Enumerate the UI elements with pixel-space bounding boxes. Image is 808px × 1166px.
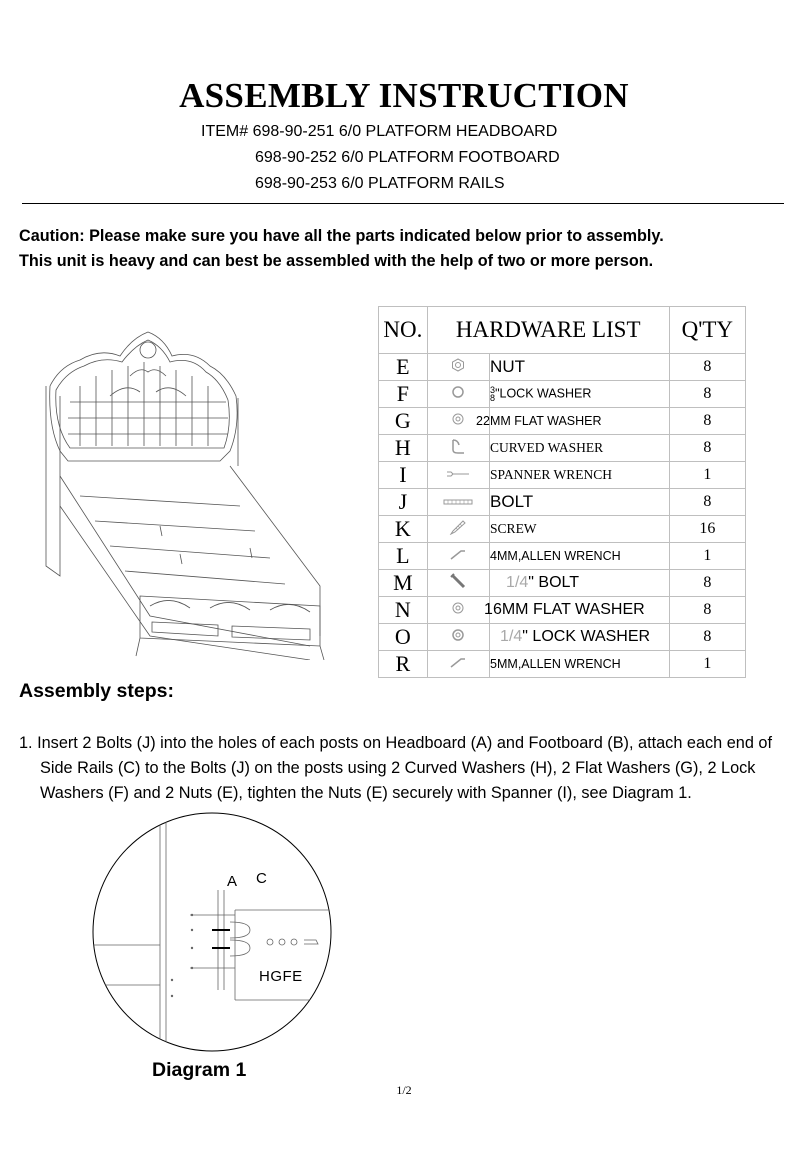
part-name: NUT	[490, 354, 670, 381]
item-line-headboard: ITEM# 698-90-251 6/0 PLATFORM HEADBOARD	[201, 123, 558, 140]
part-letter: N	[379, 597, 428, 624]
lock-washer-icon	[451, 628, 465, 642]
header-hardware-list: HARDWARE LIST	[427, 307, 669, 354]
table-row	[379, 462, 746, 489]
flat-washer-icon	[451, 601, 465, 615]
part-name: "LOCK WASHER	[495, 386, 592, 401]
part-name: " BOLT	[528, 574, 580, 591]
allen-wrench-icon	[449, 655, 467, 669]
bed-illustration	[40, 326, 330, 660]
diagram-1-detail-circle	[90, 810, 335, 1055]
part-letter: L	[379, 543, 428, 570]
part-qty: 8	[669, 408, 745, 435]
part-name: 5MM,ALLEN WRENCH	[490, 651, 670, 678]
hardware-table	[378, 306, 746, 676]
part-name: CURVED WASHER	[490, 435, 670, 462]
table-row	[379, 543, 746, 570]
diagram-1-label: Diagram 1	[152, 1059, 247, 1081]
allen-wrench-icon	[449, 547, 467, 561]
part-letter: K	[379, 516, 428, 543]
part-letter: J	[379, 489, 428, 516]
header-qty: Q'TY	[669, 307, 745, 354]
part-qty: 8	[669, 624, 745, 651]
curved-washer-icon	[449, 437, 467, 455]
table-row	[379, 408, 746, 435]
step-1-line-2: Side Rails (C) to the Bolts (J) on the posts using 2 Curved Washers (H), 2 Flat Washers (G), 2 Lock	[40, 759, 756, 777]
header-divider	[22, 203, 784, 204]
part-qty: 1	[669, 462, 745, 489]
part-letter: R	[379, 651, 428, 678]
flat-washer-icon	[451, 412, 465, 426]
bolt-icon	[443, 498, 473, 506]
step-1-text	[19, 731, 799, 806]
part-qty: 8	[669, 381, 745, 408]
part-letter: O	[379, 624, 428, 651]
part-name: 4MM,ALLEN WRENCH	[490, 543, 670, 570]
assembly-steps-heading: Assembly steps:	[19, 680, 174, 702]
item-line-rails: 698-90-253 6/0 PLATFORM RAILS	[255, 175, 505, 192]
page-title: ASSEMBLY INSTRUCTION	[179, 76, 629, 115]
callout-parts: HGFE	[259, 968, 303, 985]
nut-icon	[451, 358, 465, 372]
table-row	[379, 651, 746, 678]
part-name: SPANNER WRENCH	[490, 462, 670, 489]
part-qty: 8	[669, 435, 745, 462]
part-qty: 16	[669, 516, 745, 543]
fraction-label: 1/4	[500, 628, 523, 645]
part-name: SCREW	[490, 516, 670, 543]
fraction-denominator: 8	[490, 393, 496, 403]
part-qty: 8	[669, 489, 745, 516]
table-row	[379, 570, 746, 597]
part-qty: 1	[669, 543, 745, 570]
table-row	[379, 489, 746, 516]
part-letter: H	[379, 435, 428, 462]
table-row	[379, 516, 746, 543]
fraction-label: 1/4	[506, 574, 529, 591]
spanner-wrench-icon	[445, 469, 471, 479]
item-line-footboard: 698-90-252 6/0 PLATFORM FOOTBOARD	[255, 149, 560, 166]
table-row	[379, 381, 746, 408]
part-letter: G	[379, 408, 428, 435]
fraction-numerator: 3	[490, 385, 496, 395]
part-qty: 8	[669, 597, 745, 624]
part-qty: 1	[669, 651, 745, 678]
small-bolt-icon	[449, 572, 467, 590]
header-no: NO.	[379, 307, 428, 354]
part-letter: F	[379, 381, 428, 408]
table-row	[379, 354, 746, 381]
step-1-line-3: Washers (F) and 2 Nuts (E), tighten the Nuts (E) securely with Spanner (I), see Diagram 1.	[40, 784, 692, 802]
part-qty: 8	[669, 354, 745, 381]
table-row	[379, 435, 746, 462]
table-row	[379, 624, 746, 651]
part-name: 16MM FLAT WASHER	[484, 597, 664, 624]
lock-washer-icon	[451, 385, 465, 399]
screw-icon	[449, 519, 467, 535]
part-name: BOLT	[490, 489, 670, 516]
caution-line-1: Caution: Please make sure you have all the parts indicated below prior to assembly.	[19, 227, 664, 245]
part-letter: E	[379, 354, 428, 381]
part-name: " LOCK WASHER	[522, 628, 651, 645]
part-letter: I	[379, 462, 428, 489]
part-qty: 8	[669, 570, 745, 597]
caution-line-2: This unit is heavy and can best be assembled with the help of two or more person.	[19, 252, 654, 270]
part-letter: M	[379, 570, 428, 597]
table-row	[379, 597, 746, 624]
step-1-line-1: 1. Insert 2 Bolts (J) into the holes of each posts on Headboard (A) and Footboard (B), attach each end of	[19, 734, 772, 752]
part-name: 22MM FLAT WASHER	[476, 408, 656, 435]
callout-c: C	[256, 870, 267, 887]
page-number: 1/2	[396, 1083, 412, 1097]
callout-a: A	[227, 873, 238, 890]
